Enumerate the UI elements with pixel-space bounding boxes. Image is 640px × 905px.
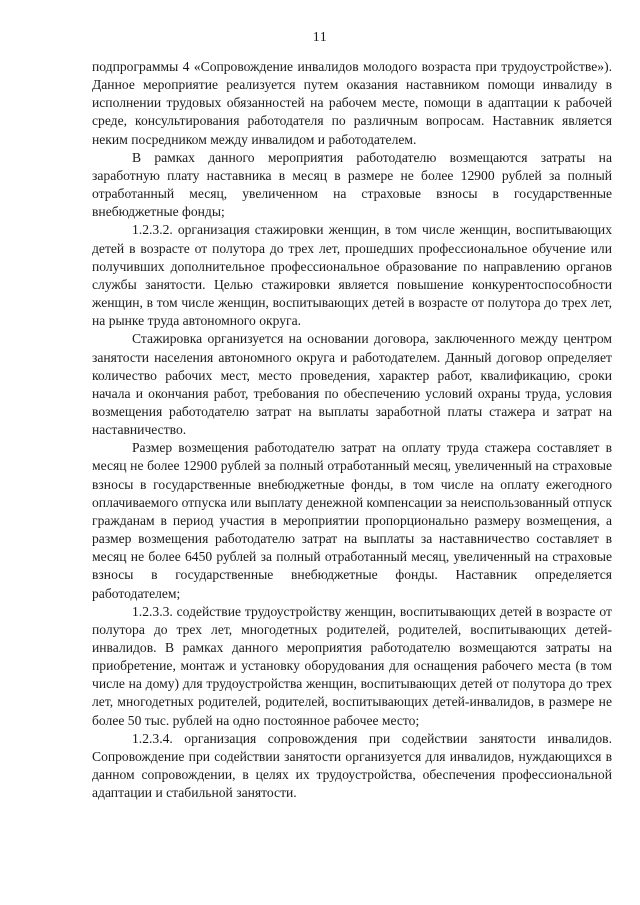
paragraph: В рамках данного мероприятия работодателю возмещаются затраты на заработную плату наставника в месяц в размере не более 12900 рублей за полный отработанный месяц, увеличенном на страховые взносы в государственные внебюджетные фонды;: [92, 149, 612, 220]
page-number: 11: [312, 30, 328, 45]
paragraph: Стажировка организуется на основании договора, заключенного между центром занятости населения автономного округа и работодателем. Данный договор определяет количество рабочих мест, место проведения, характер работ, квалификацию, сроки начала и окончания работ, требования по обеспечению условий охраны труда, условия возмещения работодателю затрат на выплаты заработной платы стажера и затрат на наставничество.: [92, 331, 612, 438]
paragraph: 1.2.3.2. организация стажировки женщин, в том числе женщин, воспитывающих детей в возрасте от полутора до трех лет, прошедших профессиональное обучение или получивших дополнительное профессиональное образование по направлению органов службы занятости. Целью стажировки является повышение конкурентоспособности женщин, в том числе женщин, воспитывающих детей в возрасте от полутора до трех лет, на рынке труда автономного округа.: [92, 222, 612, 329]
paragraph: подпрограммы 4 «Сопровождение инвалидов молодого возраста при трудоустройстве»). Данное мероприятие реализуется путем оказания наставником помощи инвалиду в исполнении трудовых обязанностей на рабочем месте, помощи в адаптации к рабочей среде, консультирования работодателя по различным вопросам. Наставник является неким посредником между инвалидом и работодателем.: [92, 59, 612, 147]
paragraph: 1.2.3.4. организация сопровождения при содействии занятости инвалидов. Сопровождение при содействии занятости организуется для инвалидов, нуждающихся в данном сопровождении, в целях их трудоустройства, обеспечения профессиональной адаптации и стабильной занятости.: [92, 730, 612, 801]
document-body: [92, 58, 612, 802]
paragraph: Размер возмещения работодателю затрат на оплату труда стажера составляет в месяц не более 12900 рублей за полный отработанный месяц, увеличенный на страховые взносы в государственные внебюджетные фонды, в том числе на оплату ежегодного оплачиваемого отпуска или выплату денежной компенсации за неиспользованный отпуск гражданам в период участия в мероприятии пропорционально размеру возмещения, а размер возмещения работодателю затрат на выплаты за наставничество составляет в месяц не более 6450 рублей за полный отработанный месяц, увеличенный на страховые взносы в государственные внебюджетные фонды. Наставник определяется работодателем;: [92, 440, 612, 601]
paragraph: 1.2.3.3. содействие трудоустройству женщин, воспитывающих детей в возрасте от полутора до трех лет, многодетных родителей, родителей, воспитывающих детей-инвалидов. В рамках данного мероприятия работодателю возмещаются затраты на приобретение, монтаж и установку оборудования для оснащения рабочего места (в том числе на дому) для трудоустройства женщин, воспитывающих детей от полутора до трех лет, многодетных родителей, родителей, воспитывающих детей-инвалидов, в размере не более 50 тыс. рублей на одно постоянное рабочее место;: [92, 603, 612, 728]
